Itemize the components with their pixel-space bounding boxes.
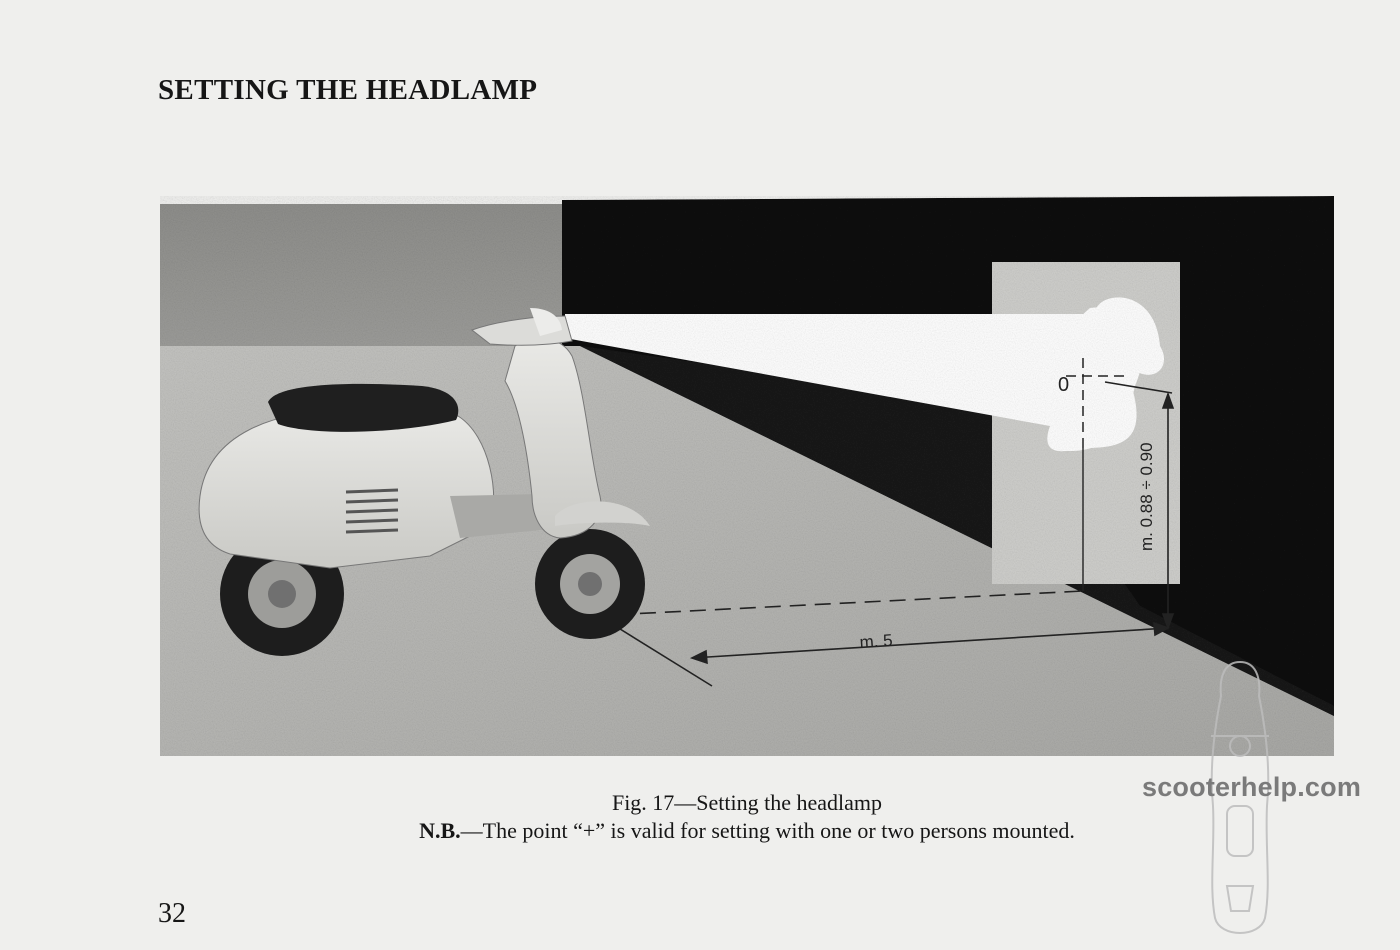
note-prefix: N.B. (419, 818, 461, 843)
headlamp-figure (160, 196, 1334, 756)
page-number: 32 (158, 898, 186, 929)
height-dimension-label: m. 0.88 ÷ 0.90 (1137, 442, 1156, 551)
figure-note (0, 818, 1400, 844)
distance-dimension-label: m. 5 (858, 630, 894, 652)
figure-caption: Fig. 17—Setting the headlamp (611, 790, 883, 815)
watermark-text: scooterhelp.com (1142, 772, 1362, 802)
note-text: —The point “+” is valid for setting with one or two persons mounted. (460, 818, 1075, 843)
headlamp-illustration (160, 196, 1334, 756)
center-mark-label: 0 (1058, 374, 1070, 396)
page-title: SETTING THE HEADLAMP (158, 74, 538, 106)
